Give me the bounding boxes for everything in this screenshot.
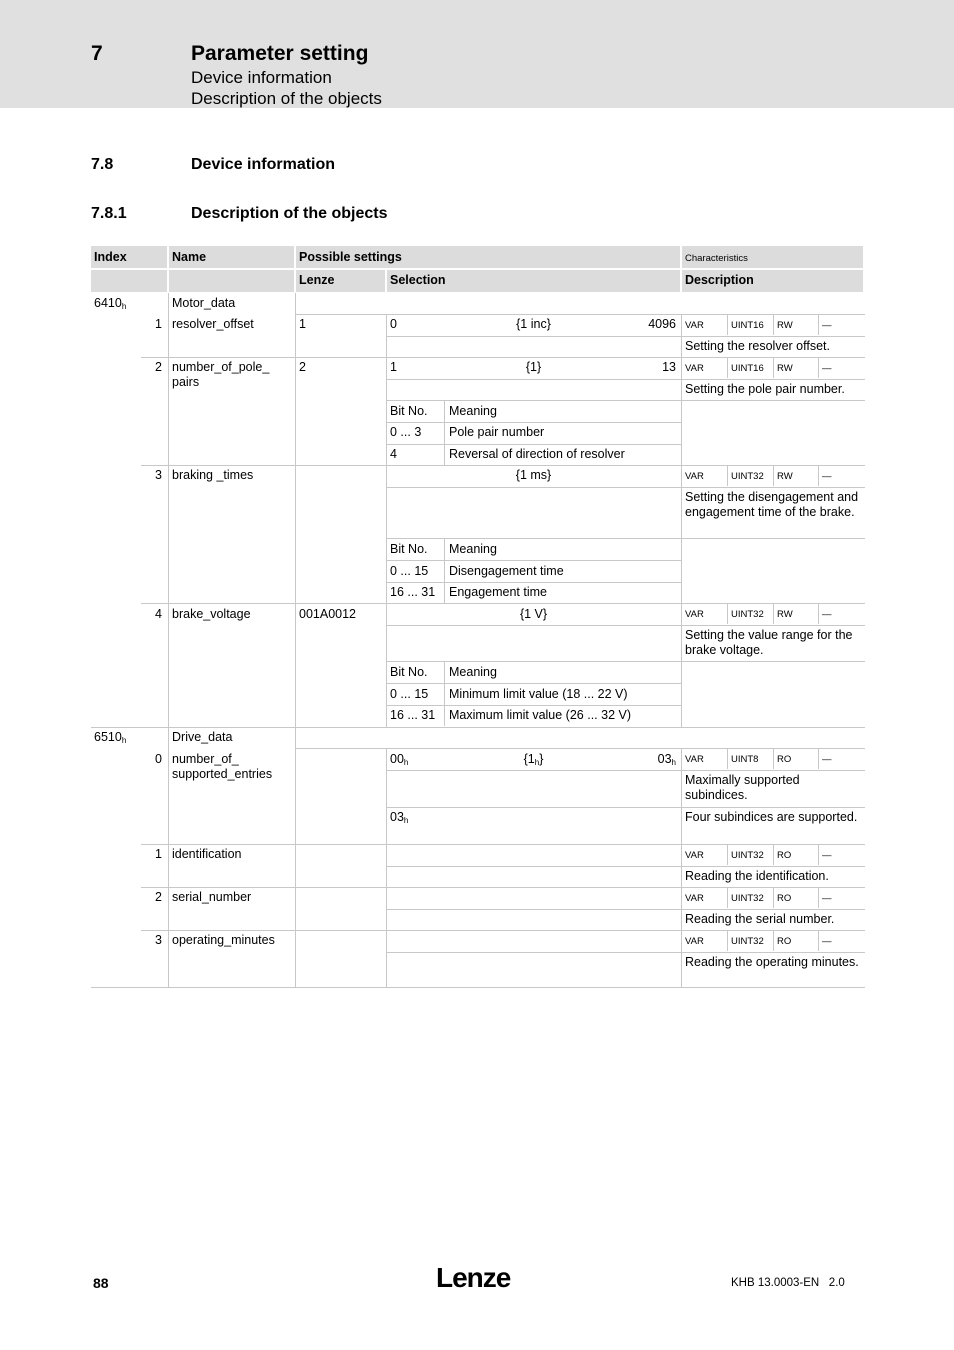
subindex: 3 — [155, 933, 162, 947]
col-characteristics: Characteristics — [685, 253, 748, 264]
subindex: 2 — [155, 360, 162, 374]
bit-meaning: Reversal of direction of resolver — [449, 447, 625, 461]
selection-step: {1 ms} — [515, 468, 552, 482]
subsection-title: Description of the objects — [191, 205, 388, 222]
param-description: Reading the operating minutes. — [685, 955, 859, 969]
bit-meaning: Pole pair number — [449, 425, 545, 439]
char-type: VAR — [685, 850, 704, 861]
param-name: braking _times — [172, 468, 254, 482]
param-description: Reading the identification. — [685, 869, 829, 883]
bit-meaning: Maximum limit value (26 ... 32 V) — [449, 708, 631, 722]
value-description: Four subindices are supported. — [685, 810, 858, 824]
selection-max: $03_h$ — [657, 752, 676, 767]
chapter-subtitle-2: Description of the objects — [191, 89, 382, 108]
bit-no: 16 ... 31 — [390, 708, 436, 722]
char-dash: — — [822, 363, 832, 374]
param-description: Setting the pole pair number. — [685, 382, 845, 396]
char-access: RW — [777, 363, 793, 374]
page-number: 88 — [93, 1275, 109, 1291]
bit-no: 0 ... 3 — [390, 425, 422, 439]
char-datatype: UINT32 — [731, 893, 764, 904]
subindex: 1 — [155, 847, 162, 861]
subindex: 4 — [155, 607, 162, 621]
char-access: RW — [777, 471, 793, 482]
param-name: resolver_offset — [172, 317, 254, 331]
char-access: RO — [777, 936, 792, 947]
selection-step: {1 V} — [519, 607, 548, 621]
param-description: Maximally supported subindices. — [685, 773, 800, 802]
col-lenze: Lenze — [299, 273, 335, 287]
char-datatype: UINT32 — [731, 850, 764, 861]
subindex: 1 — [155, 317, 162, 331]
char-access: RW — [777, 609, 793, 620]
bit-no: 16 ... 31 — [390, 585, 436, 599]
bit-meaning: Engagement time — [449, 585, 547, 599]
section-number: 7.8 — [91, 156, 114, 173]
selection-min: $00_h$ — [390, 752, 409, 767]
char-access: RO — [777, 850, 792, 861]
param-description: Reading the serial number. — [685, 912, 835, 926]
lenze-default: 001A0012 — [299, 607, 357, 621]
bit-no-header: Bit No. — [390, 665, 428, 679]
char-type: VAR — [685, 754, 704, 765]
char-datatype: UINT32 — [731, 936, 764, 947]
chapter-subtitle-1: Device information — [191, 68, 332, 87]
char-dash: — — [822, 936, 832, 947]
char-type: VAR — [685, 893, 704, 904]
param-name: serial_number — [172, 890, 252, 904]
selection-value: $03_h$ — [390, 810, 409, 825]
selection-step: {1 inc} — [516, 317, 551, 331]
param-name: identification — [172, 847, 242, 861]
meaning-header: Meaning — [449, 665, 497, 679]
subindex: 0 — [155, 752, 162, 766]
subindex: 3 — [155, 468, 162, 482]
char-datatype: UINT32 — [731, 471, 764, 482]
char-type: VAR — [685, 363, 704, 374]
param-name: brake_voltage — [172, 607, 251, 621]
bit-no-header: Bit No. — [390, 542, 428, 556]
char-access: RW — [777, 320, 793, 331]
selection-max: 4096 — [648, 317, 676, 331]
bit-no: 0 ... 15 — [390, 687, 429, 701]
char-type: VAR — [685, 471, 704, 482]
char-datatype: UINT16 — [731, 363, 764, 374]
selection-step: $\{1_h\}$ — [523, 752, 544, 767]
bit-no-header: Bit No. — [390, 404, 428, 418]
param-name: operating_minutes — [172, 933, 275, 947]
col-possible-settings: Possible settings — [299, 250, 402, 264]
param-description: Setting the value range for the brake voltage. — [685, 628, 853, 657]
bit-meaning: Minimum limit value (18 ... 22 V) — [449, 687, 628, 701]
index-6510: $6510_h$ — [94, 730, 127, 745]
param-name: number_of_pole_ pairs — [172, 360, 270, 389]
char-access: RO — [777, 893, 792, 904]
chapter-title: Parameter setting — [191, 42, 369, 65]
char-dash: — — [822, 609, 832, 620]
char-dash: — — [822, 320, 832, 331]
meaning-header: Meaning — [449, 542, 497, 556]
section-title: Device information — [191, 156, 336, 173]
selection-max: 13 — [662, 360, 676, 374]
bit-no: 0 ... 15 — [390, 564, 429, 578]
selection-min: 0 — [390, 317, 397, 331]
lenze-default: 1 — [299, 317, 306, 331]
bit-no: 4 — [390, 447, 397, 461]
subindex: 2 — [155, 890, 162, 904]
param-name: number_of_ supported_entries — [172, 752, 273, 781]
document-id: KHB 13.0003-EN 2.0 — [731, 1277, 845, 1289]
bit-meaning: Disengagement time — [449, 564, 564, 578]
param-description: Setting the resolver offset. — [685, 339, 830, 353]
char-datatype: UINT8 — [731, 754, 759, 765]
selection-min: 1 — [390, 360, 397, 374]
char-type: VAR — [685, 320, 704, 331]
char-dash: — — [822, 471, 832, 482]
char-access: RO — [777, 754, 792, 765]
lenze-logo: Lenze — [436, 1262, 511, 1293]
meaning-header: Meaning — [449, 404, 497, 418]
char-type: VAR — [685, 936, 704, 947]
subsection-number: 7.8.1 — [91, 205, 127, 222]
col-description: Description — [685, 273, 754, 287]
char-dash: — — [822, 850, 832, 861]
chapter-header — [0, 0, 954, 108]
char-datatype: UINT32 — [731, 609, 764, 620]
char-datatype: UINT16 — [731, 320, 764, 331]
chapter-number: 7 — [91, 42, 103, 65]
index-6410: $6410_h$ — [94, 296, 127, 311]
param-description: Setting the disengagement and engagement time of the brake. — [685, 490, 859, 519]
col-name: Name — [172, 250, 207, 264]
char-dash: — — [822, 754, 832, 765]
object-name-motor-data: Motor_data — [172, 296, 236, 310]
col-index: Index — [94, 250, 127, 264]
char-dash: — — [822, 893, 832, 904]
col-selection: Selection — [390, 273, 446, 287]
lenze-default: 2 — [299, 360, 306, 374]
selection-step: {1} — [525, 360, 542, 374]
object-name-drive-data: Drive_data — [172, 730, 233, 744]
char-type: VAR — [685, 609, 704, 620]
